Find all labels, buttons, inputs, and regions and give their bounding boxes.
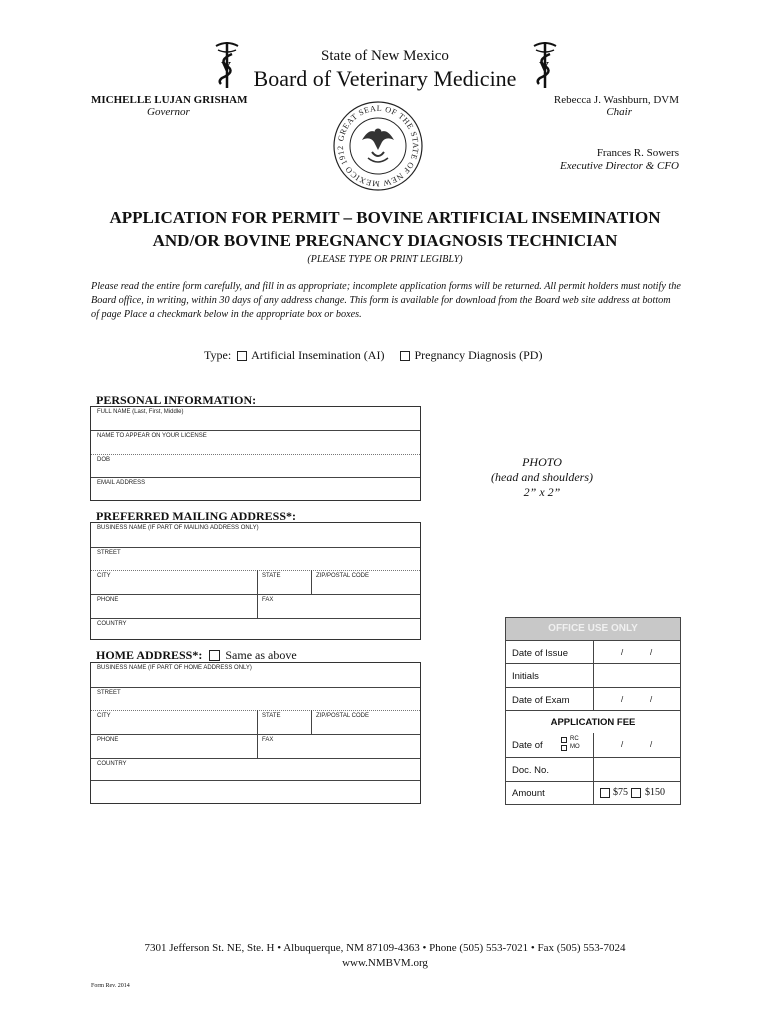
initials-label: Initials bbox=[512, 671, 539, 682]
office-use-box bbox=[505, 617, 681, 805]
license-name-label: NAME TO APPEAR ON YOUR LICENSE bbox=[97, 433, 207, 439]
mo-label: MO bbox=[570, 744, 580, 750]
photo-label: PHOTO bbox=[522, 455, 562, 469]
office-divider bbox=[593, 733, 594, 805]
home-street-field[interactable] bbox=[91, 687, 420, 710]
mailing-fax-label: FAX bbox=[262, 597, 274, 603]
home-state-label: STATE bbox=[262, 713, 281, 719]
caduceus-icon bbox=[212, 38, 242, 90]
mailing-heading: PREFERRED MAILING ADDRESS*: bbox=[96, 509, 297, 523]
home-country-label: COUNTRY bbox=[97, 761, 127, 767]
state-seal-icon bbox=[332, 100, 424, 192]
svg-text:GREAT SEAL OF THE STATE OF NEW: GREAT SEAL OF THE STATE OF NEW MEXICO 1912 bbox=[335, 103, 421, 189]
amount-label: Amount bbox=[512, 788, 545, 799]
director-name: Frances R. Sowers bbox=[596, 147, 679, 159]
office-divider bbox=[593, 640, 594, 710]
mailing-country-field[interactable] bbox=[91, 618, 420, 640]
license-name-field[interactable] bbox=[91, 430, 420, 454]
mailing-phone-label: PHONE bbox=[97, 597, 119, 603]
full-name-field[interactable] bbox=[91, 407, 420, 430]
pd-label: Pregnancy Diagnosis (PD) bbox=[414, 348, 543, 362]
svg-text:V: V bbox=[221, 60, 232, 75]
photo-hint: (head and shoulders) bbox=[491, 470, 593, 484]
same-as-above-label: Same as above bbox=[225, 648, 297, 662]
email-label: EMAIL ADDRESS bbox=[97, 480, 146, 486]
home-street-label: STREET bbox=[97, 690, 121, 696]
home-heading-row bbox=[96, 648, 297, 663]
home-address-box bbox=[90, 662, 421, 804]
chair-title: Chair bbox=[606, 106, 632, 118]
same-as-above-checkbox[interactable] bbox=[209, 650, 220, 661]
caduceus-icon bbox=[530, 38, 560, 90]
home-city-row bbox=[91, 710, 420, 734]
slash: / bbox=[650, 648, 653, 657]
fee-75-checkbox[interactable] bbox=[600, 788, 610, 798]
photo-size: 2” x 2” bbox=[523, 485, 561, 499]
footer-address: 7301 Jefferson St. NE, Ste. H • Albuquerque, NM 87109-4363 • Phone (505) 553-7021 • Fax (505) 553-7024 bbox=[144, 942, 626, 954]
personal-heading: PERSONAL INFORMATION: bbox=[96, 393, 257, 407]
mailing-city-label: CITY bbox=[97, 573, 111, 579]
mailing-city-row bbox=[91, 570, 420, 594]
mo-checkbox[interactable] bbox=[561, 745, 567, 751]
fee-150-label: $150 bbox=[645, 787, 665, 798]
ai-checkbox[interactable] bbox=[237, 351, 247, 361]
board-name: Board of Veterinary Medicine bbox=[253, 66, 517, 91]
form-title-line1: APPLICATION FOR PERMIT – BOVINE ARTIFICIAL INSEMINATION bbox=[109, 208, 661, 227]
governor-title: Governor bbox=[147, 106, 190, 118]
slash: / bbox=[650, 740, 653, 749]
mailing-country-label: COUNTRY bbox=[97, 621, 127, 627]
home-zip-label: ZIP/POSTAL CODE bbox=[316, 713, 370, 719]
form-title-line2: AND/OR BOVINE PREGNANCY DIAGNOSIS TECHNICIAN bbox=[152, 231, 618, 250]
rc-checkbox[interactable] bbox=[561, 737, 567, 743]
date-of-issue-label: Date of Issue bbox=[512, 648, 568, 659]
mailing-business-field[interactable] bbox=[91, 523, 420, 547]
slash: / bbox=[650, 695, 653, 704]
dob-label: DOB bbox=[97, 457, 111, 463]
full-name-label: FULL NAME (Last, First, Middle) bbox=[97, 409, 184, 415]
home-phone-label: PHONE bbox=[97, 737, 119, 743]
home-business-field[interactable] bbox=[91, 663, 420, 687]
date-of-exam-label: Date of Exam bbox=[512, 695, 570, 706]
mailing-business-label: BUSINESS NAME (IF PART OF MAILING ADDRESS ONLY) bbox=[97, 525, 259, 531]
photo-placeholder bbox=[477, 455, 607, 500]
state-name: State of New Mexico bbox=[321, 48, 449, 64]
slash: / bbox=[621, 695, 624, 704]
home-city-label: CITY bbox=[97, 713, 111, 719]
email-field[interactable] bbox=[91, 477, 420, 501]
home-phone-row bbox=[91, 734, 420, 758]
form-revision: Form Rev. 2014 bbox=[91, 983, 130, 989]
footer-website[interactable]: www.NMBVM.org bbox=[342, 957, 428, 969]
slash: / bbox=[621, 648, 624, 657]
ai-label: Artificial Insemination (AI) bbox=[251, 348, 385, 362]
fee-150-checkbox[interactable] bbox=[631, 788, 641, 798]
pd-checkbox[interactable] bbox=[400, 351, 410, 361]
personal-info-box bbox=[90, 406, 421, 501]
mailing-state-label: STATE bbox=[262, 573, 281, 579]
home-divider bbox=[311, 710, 312, 734]
application-fee-label: APPLICATION FEE bbox=[550, 717, 636, 728]
date-of-label: Date of bbox=[512, 740, 543, 751]
office-heading: OFFICE USE ONLY bbox=[506, 618, 680, 640]
application-fee-row bbox=[506, 710, 680, 733]
mailing-phone-row bbox=[91, 594, 420, 618]
svg-text:V: V bbox=[539, 60, 550, 75]
mailing-street-label: STREET bbox=[97, 550, 121, 556]
fee-75-label: $75 bbox=[613, 787, 628, 798]
mailing-street-field[interactable] bbox=[91, 547, 420, 570]
doc-no-label: Doc. No. bbox=[512, 765, 549, 776]
type-selection bbox=[204, 348, 542, 363]
rc-label: RC bbox=[570, 736, 579, 742]
home-country-extra-field[interactable] bbox=[91, 780, 420, 804]
home-fax-label: FAX bbox=[262, 737, 274, 743]
chair-name: Rebecca J. Washburn, DVM bbox=[553, 94, 679, 106]
slash: / bbox=[621, 740, 624, 749]
mailing-divider bbox=[311, 570, 312, 594]
mailing-zip-label: ZIP/POSTAL CODE bbox=[316, 573, 370, 579]
home-heading: HOME ADDRESS*: bbox=[96, 648, 203, 662]
director-title: Executive Director & CFO bbox=[559, 160, 679, 172]
dob-field[interactable] bbox=[91, 454, 420, 477]
home-business-label: BUSINESS NAME (IF PART OF HOME ADDRESS ONLY) bbox=[97, 665, 252, 671]
legibly-note: (PLEASE TYPE OR PRINT LEGIBLY) bbox=[307, 254, 463, 265]
mailing-address-box bbox=[90, 522, 421, 640]
home-country-field[interactable] bbox=[91, 758, 420, 780]
governor-name: MICHELLE LUJAN GRISHAM bbox=[91, 94, 248, 106]
type-label: Type: bbox=[204, 348, 232, 362]
instructions: Please read the entire form carefully, and fill in as appropriate; incomplete application forms will be returned. All permit holders must notify the Board office, in writing, within 30 days of any address change. This form is available for download from the Board web site address at bottom of page Place a checkmark below in the appropriate box or boxes. bbox=[91, 281, 681, 320]
